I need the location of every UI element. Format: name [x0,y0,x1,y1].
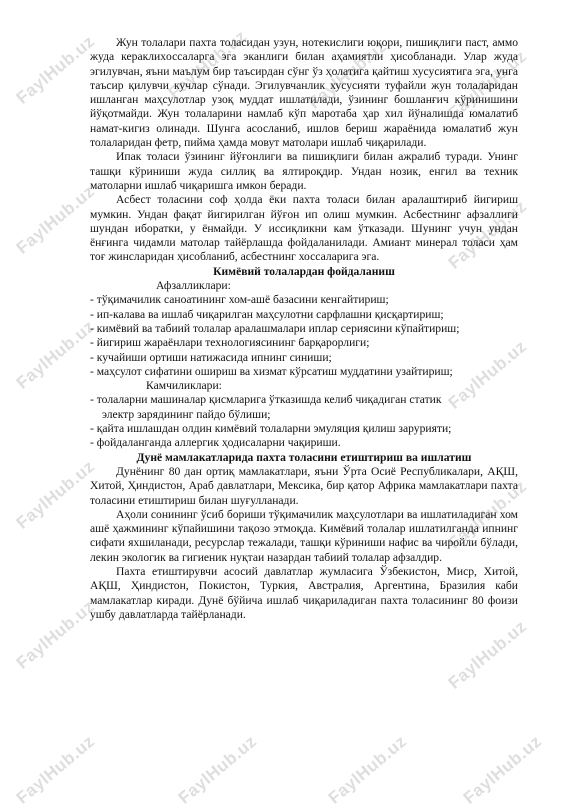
watermark: FaylHub.uz [324,731,411,808]
list-item: - ип-калава ва ишлаб чиқарилган маҳсулотни сарфлашни қисқартириш; [90,307,444,321]
list-item: - толаларни машиналар қисмларига ўтказишда келиб чиқадиган статик [90,393,442,407]
document-body [90,36,518,622]
watermark: FaylHub.uz [164,26,251,103]
section-heading: Кимёвий толалардан фойдаланиш [213,264,395,278]
paragraph: Дунёнинг 80 дан ортиқ мамлакатлари, яъни Ўрта Осиё Республикалари, АҚШ, Хитой, Ҳиндистон, Араб давлатлари, Мексика, бир қатор Африка мамлакатлари пахта толасини етиштириш билан шуғулланади. [90,464,518,507]
watermark: FaylHub.uz [12,731,99,808]
watermark: FaylHub.uz [12,456,99,533]
watermark: FaylHub.uz [12,181,99,258]
list-item: - кучайиши ортиши натижасида ипнинг синиши; [90,350,332,364]
list-item: - йигириш жараёнлари технологиясининг барқарорлиги; [90,336,370,350]
disadvantages-title: Камчиликлари: [146,379,222,393]
watermark: FaylHub.uz [304,36,391,113]
watermark: FaylHub.uz [444,476,531,553]
watermark: FaylHub.uz [12,316,99,393]
paragraph: Асбест толасини соф ҳолда ёки пахта толаси билан аралаштириб йигириш мумкин. Ундан фақат йигирилган йўғон ип олиш мумкин. Асбестнинг афзаллиги шундан иборатки, у ёнмайди. У иссиқликни кам ўтказади. Шунинг учун ундан ёнғинга чидамли матолар тайёрлашда фойдаланилади. Амиант минерал толаси ҳам тоғ жинсларидан ҳисобланиб, асбестнинг хоссаларига эга. [90,193,518,264]
list-item: - маҳсулот сифатини ошириш ва хизмат кўрсатиш муддатини узайтириш; [90,364,453,378]
list-item: - фойдаланганда аллергик ҳодисаларни чақириши. [90,436,341,450]
section-heading: Дунё мамлакатларида пахта толасини етиштириш ва ишлатиш [136,450,472,464]
list-item: - тўқимачилик саноатининг хом-ашё базасини кенгайтириш; [90,293,389,307]
advantages-title: Афзалликлари: [156,279,231,293]
watermark: FaylHub.uz [459,731,546,808]
paragraph: Ипак толаси ўзининг йўғонлиги ва пишиқлиги билан ажралиб туради. Унинг ташқи кўриниши жуда силлиқ ва ялтироқдир. Ундан нозик, енгил ва техник матоларни ишлаб чиқаришга имкон беради. [90,150,518,192]
watermark: FaylHub.uz [12,31,99,108]
watermark: FaylHub.uz [444,616,531,693]
paragraph: Жун толалари пахта толасидан узун, нотекислиги юқори, пишиқлиги паст, аммо жуда кераклиxоссаларга эга эканлиги билан аҳамиятли ҳисобланади. Улар жуда эгилувчан, яъни маълум бир таъсирдан сўнг ўз ҳолатига қайтиш хусусиятига эга, унга таъсир қилувчи кучлар сўнади. Эгилувчанлик хусусияти туфайли жун толаларидан ишланган маҳсулотлар узоқ муддат ишлатилади, ўзининг бошланғич кўринишини йўқотмайди. Жун толаларини намлаб кўп маротаба ҳар хил йўналишда юмалатиб намат-кигиз олинади. Шунга асосланиб, ишлов бериш жараёнида юмалатиб жун толаларидан фетр, пийма ҳамда мовут матолари ишлаб чиқарилади. [90,36,518,150]
watermark: FaylHub.uz [444,336,531,413]
list-item-continuation: электр зарядининг пайдо бўлиши; [102,407,271,421]
watermark: FaylHub.uz [444,196,531,273]
paragraph: Аҳоли сонининг ўсиб бориши тўқимачилик маҳсулотлари ва ишлатиладиган хом ашё ҳажмининг кўпайишини тақозо этмоқда. Кимёвий толалар ишлатилганда ипнинг сифати яхшиланади, ресурслар тежалади, ташқи кўриниши нафис ва чиройли бўлади, лекин экологик ва гигиеник нуқтаи назардан табиий толалар афзалдир. [90,507,518,564]
paragraph: Пахта етиштирувчи асосий давлатлар жумласига Ўзбекистон, Миср, Хитой, АҚШ, Ҳиндистон, Покистон, Туркия, Австралия, Аргентина, Бразилия каби мамлакатлар киради. Дунё бўйича ишлаб чиқариладиган пахта толасининг 80 фоизи ушбу давлатларда тайёрланади. [90,564,518,621]
watermark: FaylHub.uz [174,731,261,808]
watermark: FaylHub.uz [444,46,531,123]
list-item: - кимёвий ва табиий толалар аралашмалари иплар сериясини кўпайтириш; [90,321,460,335]
list-item: - қайта ишлашдан олдин кимёвий толаларни эмуляция қилиш зарурияти; [90,422,452,436]
watermark: FaylHub.uz [12,596,99,673]
